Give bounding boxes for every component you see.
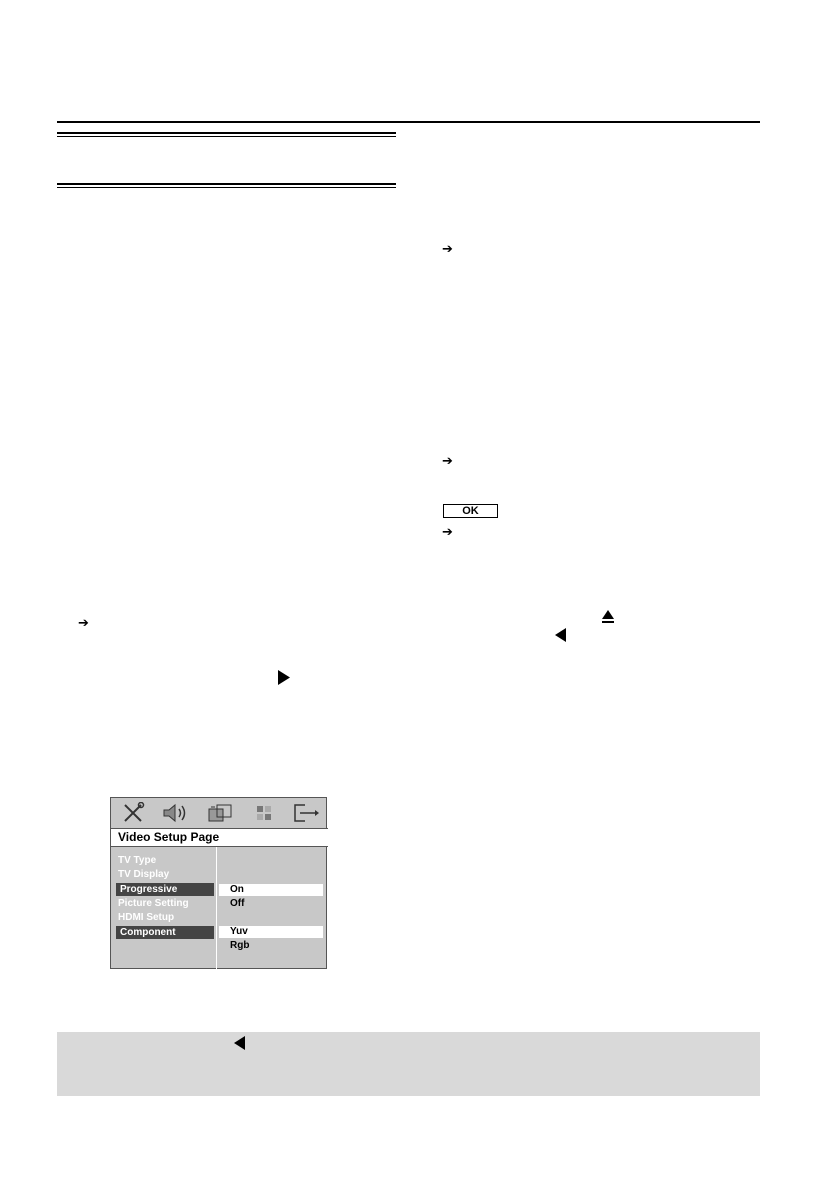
speaker-icon[interactable] xyxy=(161,802,191,824)
video-film-icon[interactable] xyxy=(206,802,236,824)
osd-option-on[interactable]: On xyxy=(219,884,323,896)
osd-menu-item-component[interactable]: Component xyxy=(116,926,214,939)
video-setup-menu xyxy=(110,797,327,969)
note-box xyxy=(57,1032,760,1096)
wrench-screwdriver-icon[interactable] xyxy=(121,802,147,824)
result-arrow-icon: ➔ xyxy=(442,454,453,469)
osd-menu-item-hdmi-setup[interactable]: HDMI Setup xyxy=(118,912,175,923)
result-arrow-icon: ➔ xyxy=(442,525,453,540)
osd-option-rgb[interactable]: Rgb xyxy=(230,940,250,951)
right-arrow-icon xyxy=(278,670,290,688)
exit-arrow-icon[interactable] xyxy=(291,802,321,824)
osd-menu-item-tv-display[interactable]: TV Display xyxy=(118,869,170,880)
left-arrow-icon xyxy=(234,1036,246,1053)
osd-option-yuv[interactable]: Yuv xyxy=(219,926,323,938)
result-arrow-icon: ➔ xyxy=(78,616,89,631)
osd-menu-item-tv-type[interactable]: TV Type xyxy=(118,855,157,866)
osd-column-divider xyxy=(216,847,217,969)
result-arrow-icon: ➔ xyxy=(442,242,453,257)
ok-button: OK xyxy=(443,504,498,518)
preference-grid-icon[interactable] xyxy=(251,802,277,824)
osd-option-off[interactable]: Off xyxy=(230,898,245,909)
section-rule-bottom-1 xyxy=(57,183,396,185)
section-rule-bottom-2 xyxy=(57,187,396,188)
header-rule xyxy=(57,121,760,123)
left-arrow-icon xyxy=(555,628,567,645)
osd-title: Video Setup Page xyxy=(111,828,328,847)
section-rule-top-1 xyxy=(57,132,396,134)
osd-menu-item-picture-setting[interactable]: Picture Setting xyxy=(118,898,189,909)
eject-icon xyxy=(601,609,615,625)
section-rule-top-2 xyxy=(57,136,396,137)
osd-icon-bar xyxy=(111,798,326,828)
osd-menu-item-progressive[interactable]: Progressive xyxy=(116,883,214,896)
